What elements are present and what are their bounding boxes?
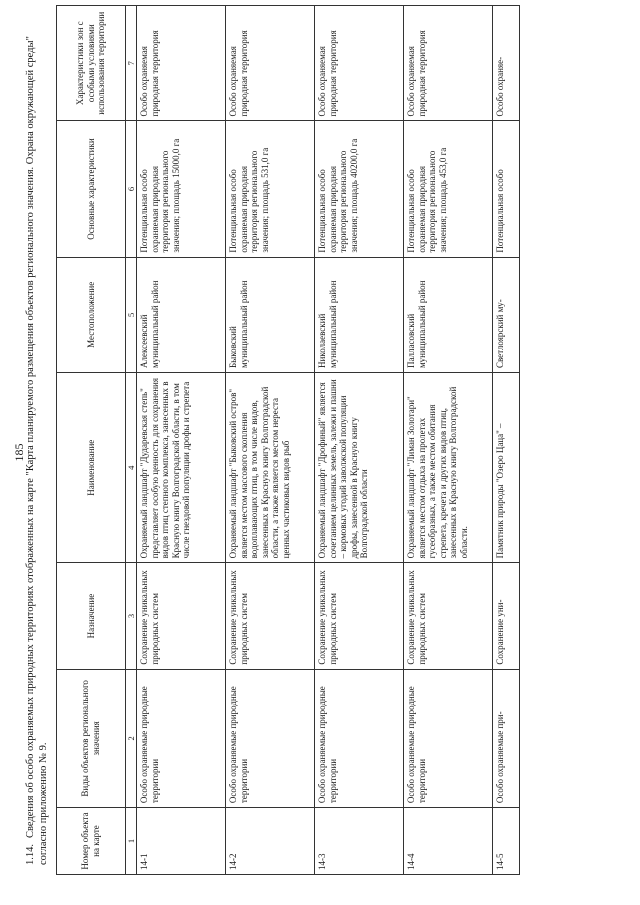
table-cell: Охраняемый ландшафт "Быковский остров" является местом массового скопления водоплавающих птиц, в том числе видов, занесенных в Красную книгу Волгоградской области, а также является местом нереста ценных частиковых видов рыб — [226, 373, 315, 563]
column-number: 5 — [126, 257, 137, 372]
table-cell: Охраняемый ландшафт "Лиман Золотари" является местом отдыха на пролетах гусеобразных, а также местом обитания стрепета, кречета и других видов птиц, занесенных в Красную книгу Волгоградской области. — [404, 373, 493, 563]
header-purpose: Назначение — [57, 563, 126, 669]
table-cell: Потенциальная особо охраняемая природная территория регионального значения; площадь 531,0 га — [226, 121, 315, 257]
table-cell: Памятник природы "Озеро Цаца" – — [493, 373, 520, 563]
table-cell: Особо охраняемая природная территория — [315, 6, 404, 121]
table-cell: Светлоярский му- — [493, 257, 520, 372]
table-row — [226, 6, 315, 875]
table-cell: Николаевский муниципальный район — [315, 257, 404, 372]
table-cell: Особо охраняе- — [493, 6, 520, 121]
table-cell: Палласовский муниципальный район — [404, 257, 493, 372]
table-cell: Сохранение уникальных природных систем — [404, 563, 493, 669]
table-row — [493, 6, 520, 875]
table-cell: Особо охраняемая природная территория — [137, 6, 226, 121]
table-cell: Сохранение уникальных природных систем — [315, 563, 404, 669]
section-number: 1.14. — [25, 844, 36, 865]
page-number: 185 — [12, 443, 26, 462]
column-number: 2 — [126, 669, 137, 807]
header-location: Местоположение — [57, 257, 126, 372]
section-heading — [24, 35, 50, 865]
table-cell: Особо охраняемые природные территории — [226, 669, 315, 807]
column-number: 4 — [126, 373, 137, 563]
table-cell: Особо охраняемые природные территории — [137, 669, 226, 807]
table-cell: Особо охраняемая природная территория — [404, 6, 493, 121]
column-number: 3 — [126, 563, 137, 669]
header-characteristics: Основные характеристики — [57, 121, 126, 257]
header-object-number: Номер объекта на карте — [57, 808, 126, 875]
table-cell: Охраняемый ландшафт "Дударевская степь" представляет особую ценность для сохранения видов птиц степного комплекса, занесенных в Красную книгу Волгоградской области, в том числе гнездовой популяции дрофы и стрепета — [137, 373, 226, 563]
table-cell: Сохранение уникальных природных систем — [137, 563, 226, 669]
table-row — [137, 6, 226, 875]
column-number: 7 — [126, 6, 137, 121]
table-cell: Особо охраняемые природные территории — [315, 669, 404, 807]
table-cell: Сохранение уникальных природных систем — [226, 563, 315, 669]
table-cell: 14-4 — [404, 808, 493, 875]
column-number: 6 — [126, 121, 137, 257]
table-cell: Быковский муниципальный район — [226, 257, 315, 372]
table-cell: Потенциальная особо охраняемая природная территория регионального значения; площадь 40200,0 га — [315, 121, 404, 257]
table-cell: Охраняемый ландшафт "Дрофиный" является сочетанием целинных земель, залежи и пашни – кормовых угодий заволжской популяции дрофы, занесенной в Красную книгу Волгоградской области — [315, 373, 404, 563]
column-number: 1 — [126, 808, 137, 875]
header-zone-characteristics: Характеристики зон с особыми условиями использования территории — [57, 6, 126, 121]
table-cell: Особо охраняемые природные территории — [404, 669, 493, 807]
table-row — [404, 6, 493, 875]
table-cell: Особо охраняемая природная территория — [226, 6, 315, 121]
table-cell: 14-3 — [315, 808, 404, 875]
table-cell: 14-2 — [226, 808, 315, 875]
column-number-row — [126, 6, 137, 875]
table-cell: Потенциальная особо охраняемая природная территория регионального значения; площадь 15000,0 га — [137, 121, 226, 257]
table-cell: Потенциальная особо — [493, 121, 520, 257]
table-row — [315, 6, 404, 875]
section-title: Сведения об особо охраняемых природных территориях отображенных на карте "Карта планируемого размещения объектов регионального значения. Охрана окружающей среды" согласно приложению № 9. — [25, 36, 49, 865]
header-object-type: Виды объектов регионального значения — [57, 669, 126, 807]
protected-areas-table — [56, 5, 520, 875]
table-cell: 14-1 — [137, 808, 226, 875]
table-cell: 14-5 — [493, 808, 520, 875]
table-cell: Особо охраняемые при- — [493, 669, 520, 807]
table-cell: Алексеевский муниципальный район — [137, 257, 226, 372]
table-cell: Потенциальная особо охраняемая природная территория регионального значения; площадь 453,0 га — [404, 121, 493, 257]
header-name: Наименование — [57, 373, 126, 563]
table-cell: Сохранение уни- — [493, 563, 520, 669]
